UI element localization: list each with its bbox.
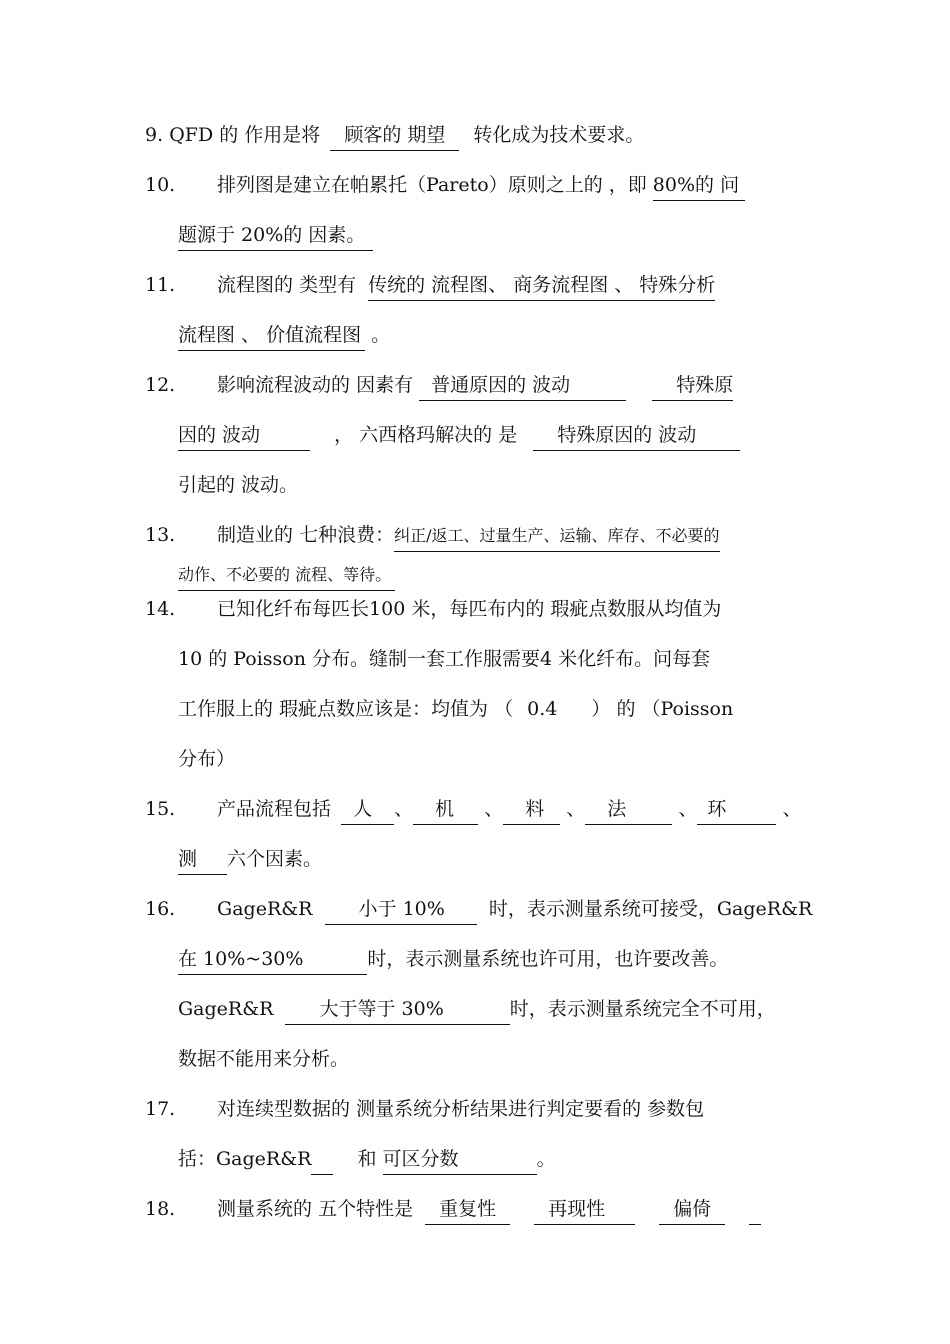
question-12-continued: 因的 波动 ， 六西格玛解决的 是 特殊原因的 波动 <box>178 417 810 453</box>
question-15-continued: 测 六个因素。 <box>178 841 810 877</box>
question-18: 18. 测量系统的 五个特性是 重复性 再现性 偏倚 <box>145 1191 810 1227</box>
answer-blank: 机 <box>413 794 478 825</box>
answer-blank: 传统的 流程图、 商务流程图 、 特殊分析 <box>368 270 715 301</box>
question-9: 9. QFD 的 作用是将 顾客的 期望 转化成为技术要求。 <box>145 117 810 153</box>
answer-blank: 80%的 问 <box>653 170 745 201</box>
question-number: 14. <box>145 598 176 620</box>
answer-blank: 重复性 <box>425 1194 510 1225</box>
answer-blank: 小于 10% <box>325 894 477 925</box>
question-number: 17. <box>145 1098 176 1120</box>
answer-blank: 特殊原因的 波动 <box>533 420 740 451</box>
question-16-line-3: GageR&R 大于等于 30% 时，表示测量系统完全不可用， <box>178 991 810 1027</box>
question-11: 11. 流程图的 类型有 传统的 流程图、 商务流程图 、 特殊分析 <box>145 267 810 303</box>
answer-blank <box>749 1194 761 1225</box>
question-number: 16. <box>145 898 176 920</box>
question-15: 15. 产品流程包括 人 、 机 、 料 、 法 、 环 、 <box>145 791 810 827</box>
question-10-continued <box>178 217 810 253</box>
question-12-end: 引起的 波动。 <box>178 474 299 496</box>
answer-blank: 特殊原 <box>652 370 733 401</box>
question-16: 16. GageR&R 小于 10% 时，表示测量系统可接受，GageR&R <box>145 891 810 927</box>
question-number: 13. <box>145 524 176 546</box>
question-14-line-3: 工作服上的 瑕疵点数应该是：均值为 （ 0.4 ） 的 （Poisson <box>178 698 734 720</box>
answer-value: 0.4 <box>527 698 558 720</box>
question-number: 12. <box>145 374 176 396</box>
question-number: 11. <box>145 274 176 296</box>
answer-blank: 题源于 20%的 因素。 <box>178 220 373 251</box>
answer-blank: 动作、不必要的 流程、等待。 <box>178 560 395 591</box>
answer-blank: 人 <box>341 794 394 825</box>
answer-blank: 因的 波动 <box>178 420 310 451</box>
question-number: 18. <box>145 1198 176 1220</box>
question-14-line-4: 分布） <box>178 748 236 770</box>
question-14: 14. 已知化纤布每匹长100 米，每匹布内的 瑕疵点数服从均值为 <box>145 591 810 627</box>
answer-blank: 纠正/返工、过量生产、运输、库存、不必要的 <box>394 521 719 552</box>
question-10: 10. 排列图是建立在帕累托（Pareto）原则之上的 ，即 80%的 问 <box>145 167 810 203</box>
question-number: 9. <box>145 124 164 146</box>
question-number: 15. <box>145 798 176 820</box>
answer-blank: 流程图 、 价值流程图 <box>178 320 365 351</box>
question-17: 17. 对连续型数据的 测量系统分析结果进行判定要看的 参数包 <box>145 1091 810 1127</box>
question-16-line-4: 数据不能用来分析。 <box>178 1048 350 1070</box>
question-11-continued: 流程图 、 价值流程图 。 <box>178 317 810 353</box>
answer-blank: 料 <box>503 794 560 825</box>
answer-blank: 偏倚 <box>659 1194 725 1225</box>
answer-blank: 测 <box>178 844 227 875</box>
question-13-continued <box>178 557 810 593</box>
question-16-line-2: 在 10%~30% 时，表示测量系统也许可用，也许要改善。 <box>178 941 810 977</box>
question-17-continued: 括：GageR&R 和 可区分数 。 <box>178 1141 810 1177</box>
answer-blank <box>311 1144 333 1175</box>
question-number: 10. <box>145 174 176 196</box>
answer-blank: 环 <box>697 794 776 825</box>
answer-blank: 普通原因的 波动 <box>419 370 626 401</box>
answer-blank: 顾客的 期望 <box>330 120 459 151</box>
answer-blank: 大于等于 30% <box>285 994 509 1025</box>
answer-blank: 法 <box>585 794 672 825</box>
question-12: 12. 影响流程波动的 因素有 普通原因的 波动 特殊原 <box>145 367 810 403</box>
question-14-line-2: 10 的 Poisson 分布。缝制一套工作服需要4 米化纤布。问每套 <box>178 648 711 670</box>
answer-blank: 可区分数 <box>383 1144 537 1175</box>
question-13: 13. 制造业的 七种浪费：纠正/返工、过量生产、运输、库存、不必要的 <box>145 517 810 553</box>
answer-blank: 再现性 <box>534 1194 635 1225</box>
answer-blank: 在 10%~30% <box>178 944 367 975</box>
